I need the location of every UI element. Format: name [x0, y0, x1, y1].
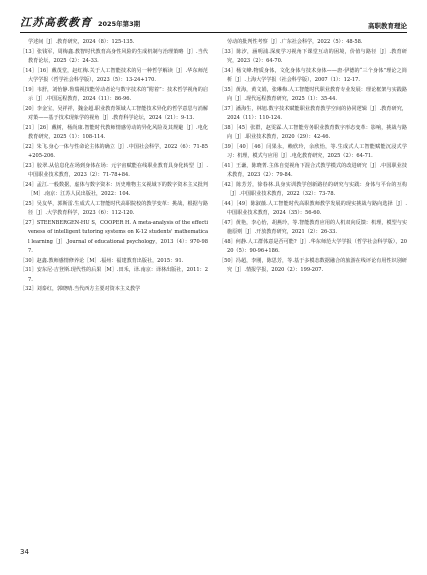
reference-entry: ［34］杨文峰.物质身体，文化身体与技术身体——唐·伊德的“三个身体”理论之简析［J］.上海大学学报（社会科学版），2007（1）：12-17.: [219, 67, 407, 83]
reference-entry: ［47］黄艳，李心怡，胡燕玲，等.智能教育应用的人机双向反馈：机理，模型与实施原则［J］.开放教育研究，2021（2）：26-33.: [219, 219, 407, 235]
journal-logo: 江苏高教教育: [20, 16, 92, 29]
reference-entry: ［38］［45］张群，赵雯霖.人工智能劳务职业教育数字形态变革：影响，挑战与路向［J］.职业技术教育，2020（29）：42-46.: [219, 124, 407, 140]
reference-entry: ［39］［40］［46］闫果永，赖欣玲，余欣怡，等.生成式人工智能赋能沉浸式学习：机理，模式与应用［J］.电化教育研究，2025（2）：64-71.: [219, 143, 407, 159]
reference-entry: ［30］赵鑫.教师感情修养论［M］.福州：福建教育出版社，2015：91.: [20, 257, 184, 264]
reference-entry: 劳动的批判性考察［J］.广东社会科学，2022（5）：48-58.: [227, 39, 363, 45]
reference-entry: ［32］刘泰红，郭晓晴.当代西方主要对资本主义教学: [20, 286, 141, 292]
left-column: [20, 38, 208, 295]
reference-entry: ［48］何静.人工群体意是否可能?［J］.华东师范大学学报（哲学社会科学版），2020（5）：90-96+186.: [219, 238, 407, 254]
reference-entry: ［44］［49］陈淑薇.人工智能时代高职教师教学发展的现实挑战与路向选择［J］.中国职业技术教育，2024（35）：56-60.: [219, 200, 407, 216]
reference-entry: ［23］胶翠.从信息化在场到身体在场：元宇宙赋能在线职业教育具身化转型［J］.中国职业技术教育，2023（2）：71-78+84.: [20, 162, 208, 178]
reference-entry: ［21］［26］戴树，杨尚康.智能时代教师情感劳动的异化风险及其规避［J］.电化教育研究，2025（1）：108-114.: [20, 124, 208, 140]
reference-entry: ［27］STEENBERGEN-HU S，COOPER H. A meta-analysis of the effectiveness of intelligent tutoring systems on K-12 students' mathematical learning［J］.Journal of educational psychology，2013（4）：970-987.: [20, 219, 208, 254]
reference-entry: ［13］张钱军，周梅鑫.教智时代教育高身性风险的生成机制与治理策略［J］.当代教育论坛，2025（2）：24-33.: [20, 48, 208, 64]
references-body: [20, 38, 407, 295]
reference-entry: ［25］吴友华，郭斯雷.生成式人工智能时代高职院校的教学变革：挑战，根据与路径［J］.大学教育科学，2023（6）：112-120.: [20, 200, 208, 216]
reference-entry: ［42］陈芳芳，徐春林.具身实训教学创新路径的研究与实践：身体与平台的互构［J］.中国职业技术教育，2022（32）：73-78.: [219, 181, 407, 197]
reference-entry: ［31］安东尼·吉登斯.现代性的后果［M］.田禾，译.南京：译林出版社，2011：27.: [20, 267, 208, 283]
reference-entry: ［22］朱飞.身心一体与性命论主体的确立［J］.中国社会科学，2022（6）：71-85+205-206.: [20, 143, 208, 159]
running-header: [20, 12, 407, 33]
reference-entry: ［24］孟江.一般数据，虚体与数字资本：历史唯物主义视域下的数字资本主义批判［M］.南京：江苏人民出版社，2022：104.: [20, 181, 208, 197]
reference-entry: ［19］韦舒，刘怡静.鲁瑞视技能劳动者论与数字技术的“附着”：技术哲学视角的启示［J］.中国远程教育，2024（11）：86-96.: [20, 86, 208, 102]
page-number: 34: [20, 548, 29, 556]
reference-entry: ［35］黄海，黄文娟，张琳梅.人工智能时代职业教育专业发展：理论框架与实践路向［J］.现代远程教育研究，2025（1）：35-44.: [219, 86, 407, 102]
reference-entry: ［20］李金宝，吴祥祥，魏金超.职业教育领域人工智能技术异化的哲学意思与消解对策——基于技术现象学的视角［J］.教育科学论坛，2024（21）：9-13.: [20, 105, 208, 121]
issue-label: 2025年第3期: [98, 20, 141, 28]
header-left: [20, 14, 140, 30]
reference-entry: ［37］潘海生，林旭.数字技术赋能职业教育教学空间的协同逻辑［J］.教育研究，2024（11）：110-124.: [219, 105, 407, 121]
reference-entry: ［33］陈汐，涵明浦.深度学习视角下课堂互动的困境，价值与路径［J］.教育研究，2023（2）：64-70.: [219, 48, 407, 64]
reference-entry: ［50］冯超，李刚，陈思芳，等.基于多模态数据融合的旅游在线评论有用性识别研究［J］.情报学报，2020（2）：199-207.: [219, 257, 407, 273]
reference-entry: 学述间［J］.教育研究，2024（8）：125-135.: [28, 39, 135, 45]
column-name: 高职教育理论: [368, 22, 407, 30]
right-column: [219, 38, 407, 295]
reference-entry: ［14］［16］戴茂堂，赵红梅.关于人工智能技术的另一种哲学解读［J］.华东师范大学学报（哲学社会科学版），2023（5）：13-24+170.: [20, 67, 208, 83]
reference-entry: ［41］王谦，陈晓菁.主体自觉视角下混合式教学模式的改进研究［J］.中国职业技术教育，2023（2）：79-84.: [219, 162, 407, 178]
